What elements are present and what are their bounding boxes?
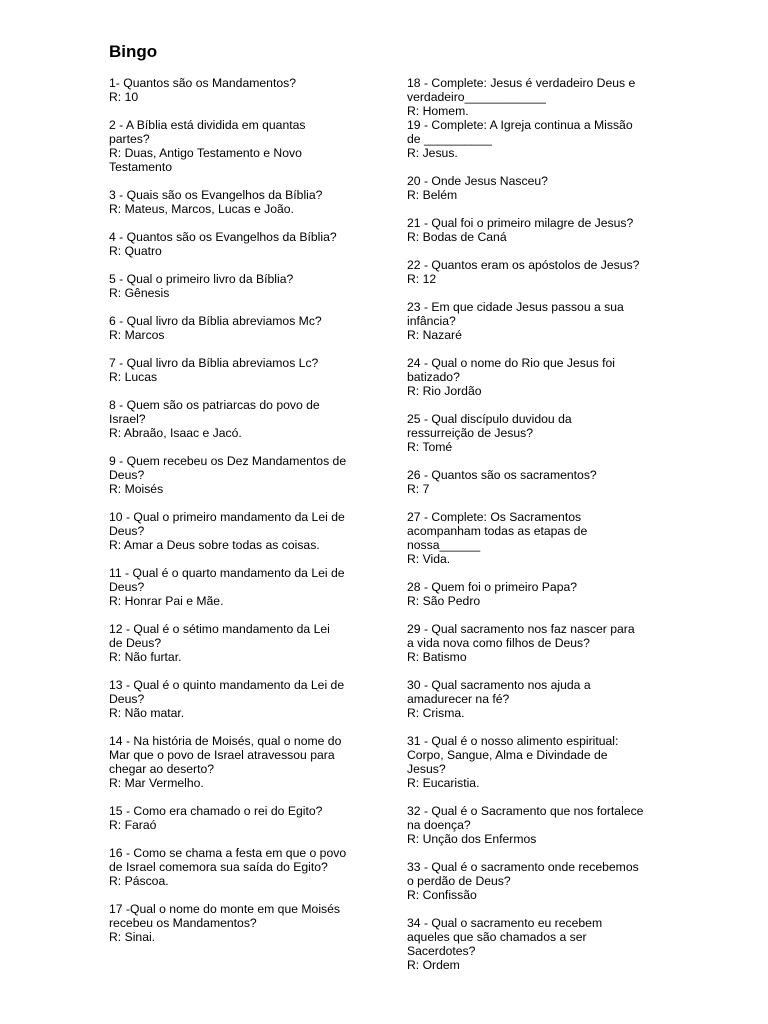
question-text: 27 - Complete: Os Sacramentos acompanham todas as etapas de nossa______ [407, 510, 588, 552]
question-text: 15 - Como era chamado o rei do Egito? [109, 804, 323, 818]
question-text: 1- Quantos são os Mandamentos? [109, 76, 296, 90]
question-text: 4 - Quantos são os Evangelhos da Bíblia? [109, 230, 337, 244]
qa-item-11 [109, 566, 371, 608]
question-text: 21 - Qual foi o primeiro milagre de Jesus? [407, 216, 634, 230]
answer-text: R: Rio Jordão [407, 384, 482, 398]
answer-text: R: 10 [109, 90, 139, 104]
qa-item-34 [407, 916, 669, 972]
question-text: 26 - Quantos são os sacramentos? [407, 468, 597, 482]
question-text: 3 - Quais são os Evangelhos da Bíblia? [109, 188, 323, 202]
question-text: 14 - Na história de Moisés, qual o nome do Mar que o povo de Israel atravessou para chegar ao deserto? [109, 734, 342, 776]
qa-item-23 [407, 300, 669, 342]
qa-item-1 [109, 76, 371, 104]
answer-text: R: Batismo [407, 650, 467, 664]
question-text: 23 - Em que cidade Jesus passou a sua infância? [407, 300, 624, 328]
answer-text: R: Belém [407, 188, 458, 202]
qa-item-28 [407, 580, 669, 608]
question-text: 16 - Como se chama a festa em que o povo de Israel comemora sua saída do Egito? [109, 846, 347, 874]
qa-item-29 [407, 622, 669, 664]
answer-text: R: Confissão [407, 888, 477, 902]
qa-item-26 [407, 468, 669, 496]
answer-text: R: Tomé [407, 440, 453, 454]
answer-text: R: Jesus. [407, 146, 458, 160]
question-text: 34 - Qual o sacramento eu recebem aqueles que são chamados a ser Sacerdotes? [407, 916, 603, 958]
answer-text: R: Faraó [109, 818, 157, 832]
qa-item-21 [407, 216, 669, 244]
answer-text: R: São Pedro [407, 594, 481, 608]
qa-item-19 [407, 118, 669, 160]
question-text: 31 - Qual é o nosso alimento espiritual: Corpo, Sangue, Alma e Divindade de Jesus? [407, 734, 619, 776]
page-title: Bingo [109, 42, 158, 61]
answer-text: R: Abraão, Isaac e Jacó. [109, 426, 242, 440]
answer-text: R: Amar a Deus sobre todas as coisas. [109, 538, 320, 552]
question-text: 22 - Quantos eram os apóstolos de Jesus? [407, 258, 640, 272]
qa-item-18 [407, 76, 669, 118]
left-column [109, 76, 371, 944]
right-column [407, 76, 669, 972]
qa-item-10 [109, 510, 371, 552]
qa-item-9 [109, 454, 371, 496]
answer-text: R: Nazaré [407, 328, 462, 342]
answer-text: R: Duas, Antigo Testamento e Novo Testamento [109, 146, 302, 174]
answer-text: R: Honrar Pai e Mãe. [109, 594, 224, 608]
question-text: 29 - Qual sacramento nos faz nascer para a vida nova como filhos de Deus? [407, 622, 635, 650]
question-text: 11 - Qual é o quarto mandamento da Lei de Deus? [109, 566, 345, 594]
answer-text: R: Bodas de Caná [407, 230, 507, 244]
answer-text: R: Moisés [109, 482, 164, 496]
question-text: 7 - Qual livro da Bíblia abreviamos Lc? [109, 356, 319, 370]
qa-item-7 [109, 356, 371, 384]
qa-item-17 [109, 902, 371, 944]
answer-text: R: 7 [407, 482, 430, 496]
answer-text: R: Quatro [109, 244, 162, 258]
qa-item-6 [109, 314, 371, 342]
answer-text: R: Não matar. [109, 706, 185, 720]
qa-item-25 [407, 412, 669, 454]
answer-text: R: Crisma. [407, 706, 465, 720]
question-text: 24 - Qual o nome do Rio que Jesus foi batizado? [407, 356, 615, 384]
answer-text: R: Ordem [407, 958, 460, 972]
question-text: 25 - Qual discípulo duvidou da ressurreição de Jesus? [407, 412, 572, 440]
qa-item-22 [407, 258, 669, 286]
question-text: 12 - Qual é o sétimo mandamento da Lei de Deus? [109, 622, 330, 650]
answer-text: R: Gênesis [109, 286, 170, 300]
qa-item-5 [109, 272, 371, 300]
answer-text: R: 12 [407, 272, 437, 286]
qa-item-3 [109, 188, 371, 216]
question-text: 30 - Qual sacramento nos ajuda a amadurecer na fé? [407, 678, 591, 706]
question-text: 6 - Qual livro da Bíblia abreviamos Mc? [109, 314, 322, 328]
question-text: 2 - A Bíblia está dividida em quantas partes? [109, 118, 306, 146]
question-text: 8 - Quem são os patriarcas do povo de Israel? [109, 398, 320, 426]
answer-text: R: Mateus, Marcos, Lucas e João. [109, 202, 294, 216]
qa-item-4 [109, 230, 371, 258]
answer-text: R: Unção dos Enfermos [407, 832, 537, 846]
qa-item-2 [109, 118, 371, 174]
answer-text: R: Mar Vermelho. [109, 776, 204, 790]
question-text: 32 - Qual é o Sacramento que nos fortalece na doença? [407, 804, 644, 832]
answer-text: R: Lucas [109, 370, 158, 384]
qa-item-20 [407, 174, 669, 202]
qa-item-24 [407, 356, 669, 398]
answer-text: R: Homem. [407, 104, 469, 118]
answer-text: R: Sinai. [109, 930, 156, 944]
qa-item-16 [109, 846, 371, 888]
question-text: 5 - Qual o primeiro livro da Bíblia? [109, 272, 294, 286]
question-text: 10 - Qual o primeiro mandamento da Lei de Deus? [109, 510, 345, 538]
qa-item-27 [407, 510, 669, 566]
qa-item-15 [109, 804, 371, 832]
answer-text: R: Vida. [407, 552, 451, 566]
question-text: 20 - Onde Jesus Nasceu? [407, 174, 548, 188]
answer-text: R: Marcos [109, 328, 165, 342]
question-text: 17 -Qual o nome do monte em que Moisés recebeu os Mandamentos? [109, 902, 341, 930]
answer-text: R: Eucaristia. [407, 776, 480, 790]
question-text: 18 - Complete: Jesus é verdadeiro Deus e verdadeiro____________ [407, 76, 636, 104]
question-text: 33 - Qual é o sacramento onde recebemos o perdão de Deus? [407, 860, 639, 888]
qa-item-33 [407, 860, 669, 902]
qa-item-13 [109, 678, 371, 720]
question-text: 28 - Quem foi o primeiro Papa? [407, 580, 578, 594]
question-text: 13 - Qual é o quinto mandamento da Lei de Deus? [109, 678, 345, 706]
qa-item-14 [109, 734, 371, 790]
qa-item-30 [407, 678, 669, 720]
qa-item-31 [407, 734, 669, 790]
answer-text: R: Páscoa. [109, 874, 169, 888]
qa-item-32 [407, 804, 669, 846]
qa-item-12 [109, 622, 371, 664]
answer-text: R: Não furtar. [109, 650, 182, 664]
question-text: 9 - Quem recebeu os Dez Mandamentos de Deus? [109, 454, 347, 482]
qa-item-8 [109, 398, 371, 440]
question-text: 19 - Complete: A Igreja continua a Missão de __________ [407, 118, 633, 146]
